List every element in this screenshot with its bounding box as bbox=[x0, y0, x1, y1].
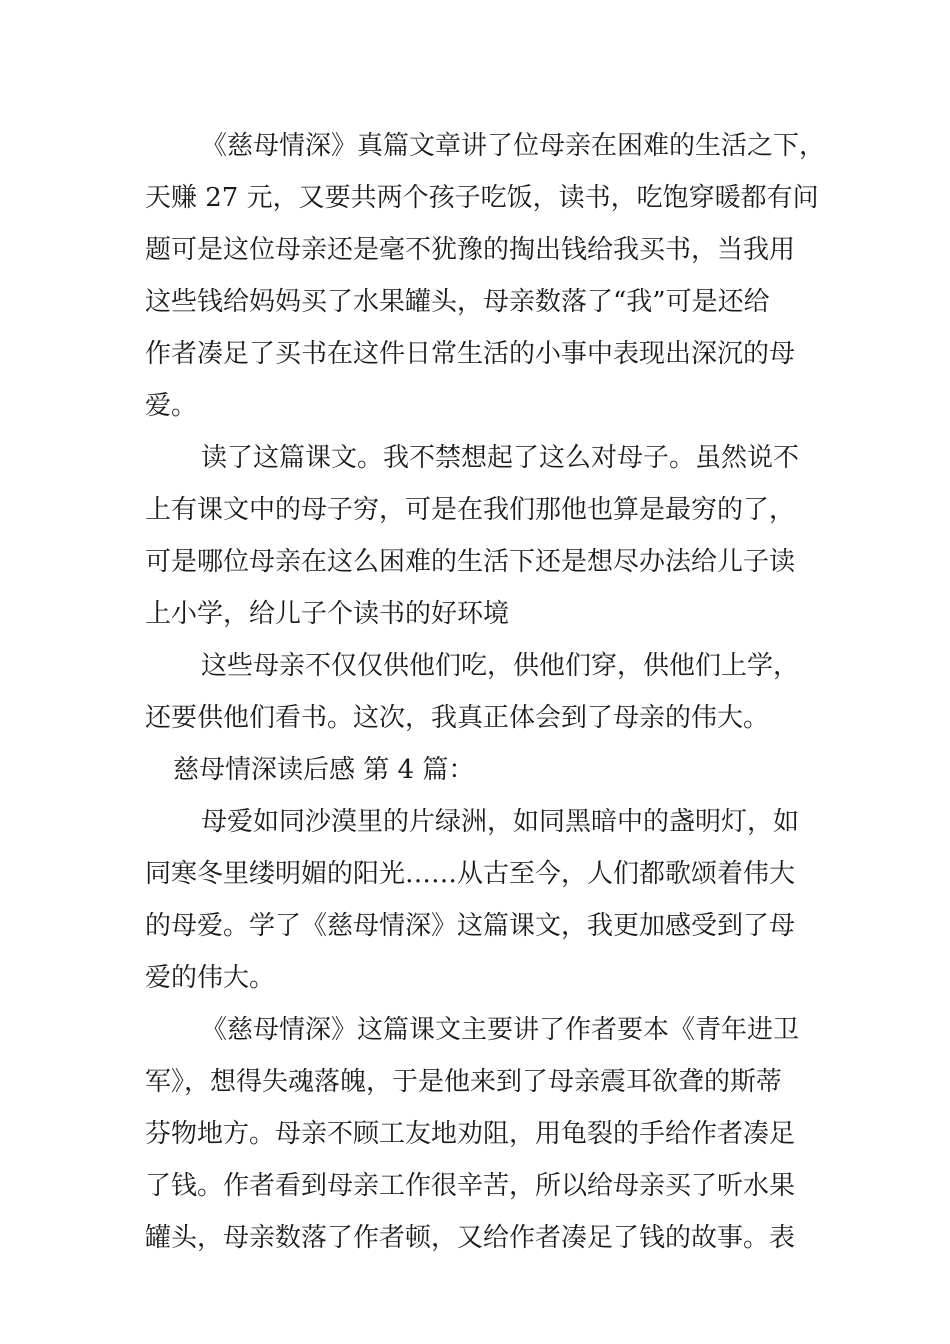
paragraph-2-line-3: 可是哪位母亲在这么困难的生活下还是想尽办法给儿子读 bbox=[145, 547, 796, 577]
essay-body bbox=[145, 120, 826, 1264]
paragraph-1-line-4: 这些钱给妈妈买了水果罐头，母亲数落了“我”可是还给 bbox=[145, 287, 770, 317]
paragraph-5-line-2: 军》，想得失魂落魄，于是他来到了母亲震耳欲聋的斯蒂 bbox=[145, 1067, 783, 1097]
paragraph-2-line-1: 读了这篇课文。我不禁想起了这么对母子。虽然说不 bbox=[201, 443, 800, 473]
paragraph-3-line-2: 还要供他们看书。这次，我真正体会到了母亲的伟大。 bbox=[145, 703, 770, 733]
paragraph-1-line-1: 《慈母情深》真篇文章讲了位母亲在困难的生活之下， bbox=[201, 131, 826, 161]
paragraph-1-line-6: 爱。 bbox=[145, 391, 198, 421]
paragraph-1-line-5: 作者凑足了买书在这件日常生活的小事中表现出深沉的母 bbox=[145, 339, 796, 369]
paragraph-2-line-4: 上小学，给儿子个读书的好环境 bbox=[145, 599, 510, 629]
paragraph-5-line-3: 芬物地方。母亲不顾工友地劝阻，用龟裂的手给作者凑足 bbox=[145, 1119, 796, 1149]
paragraph-4-line-2: 同寒冬里缕明媚的阳光……从古至今，人们都歌颂着伟大 bbox=[145, 859, 796, 889]
paragraph-4-line-4: 爱的伟大。 bbox=[145, 963, 276, 993]
paragraph-1-line-2: 天赚 27 元，又要共两个孩子吃饭，读书，吃饱穿暖都有问 bbox=[145, 183, 819, 213]
paragraph-4-line-1: 母爱如同沙漠里的片绿洲，如同黑暗中的盏明灯，如 bbox=[201, 807, 800, 837]
paragraph-5-line-1: 《慈母情深》这篇课文主要讲了作者要本《青年进卫 bbox=[201, 1015, 800, 1045]
paragraph-2-line-2: 上有课文中的母子穷，可是在我们那他也算是最穷的了， bbox=[145, 495, 796, 525]
paragraph-5-line-5: 罐头，母亲数落了作者顿，又给作者凑足了钱的故事。表 bbox=[145, 1223, 796, 1253]
paragraph-3-line-1: 这些母亲不仅仅供他们吃，供他们穿，供他们上学， bbox=[201, 651, 800, 681]
paragraph-4-line-3: 的母爱。学了《慈母情深》这篇课文，我更加感受到了母 bbox=[145, 911, 796, 941]
paragraph-5-line-4: 了钱。作者看到母亲工作很辛苦，所以给母亲买了听水果 bbox=[145, 1171, 796, 1201]
paragraph-1-line-3: 题可是这位母亲还是毫不犹豫的掏出钱给我买书，当我用 bbox=[145, 235, 796, 265]
section-heading: 慈母情深读后感 第 4 篇： bbox=[173, 755, 475, 785]
